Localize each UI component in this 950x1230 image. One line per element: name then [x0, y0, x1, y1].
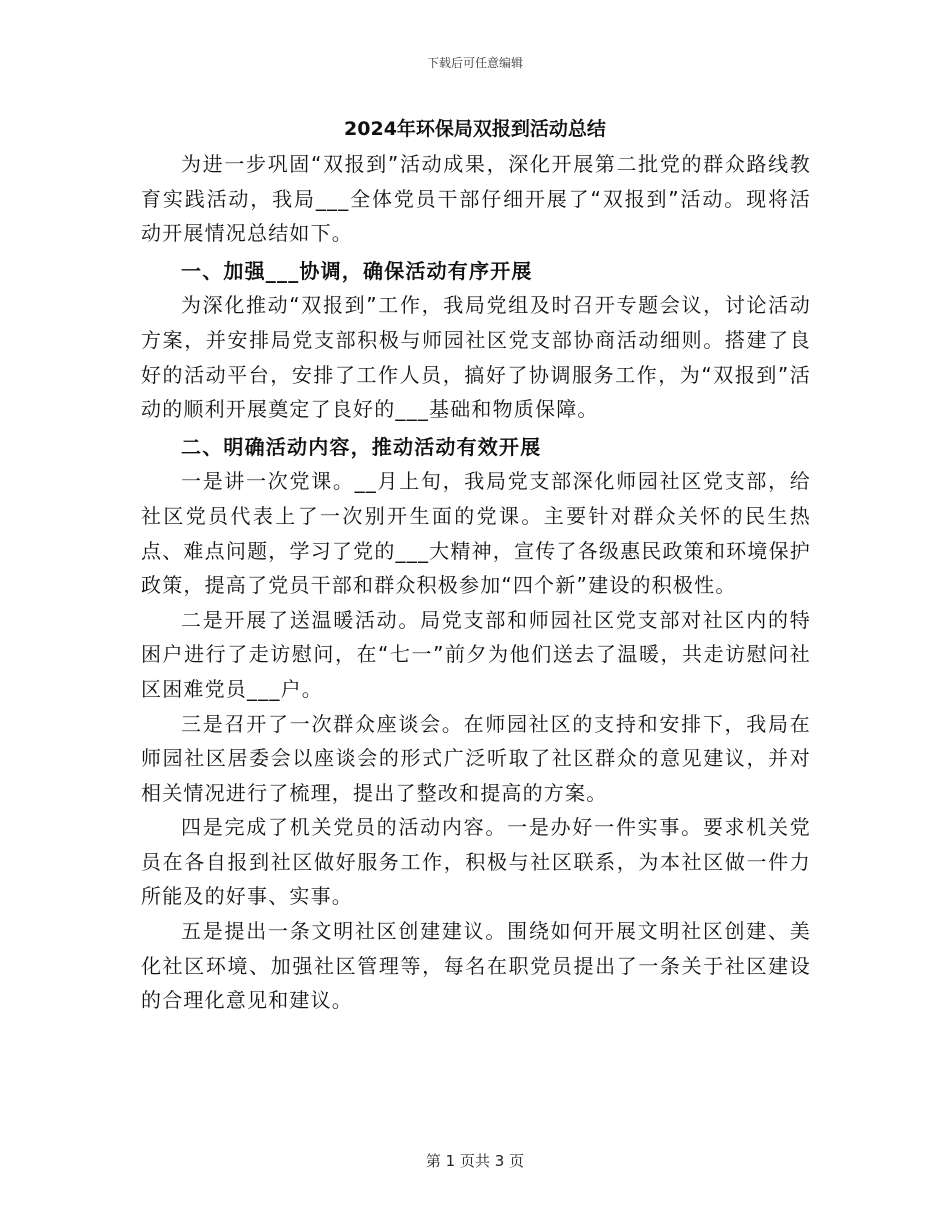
section-heading-2: 二、明确活动内容，推动活动有效开展 [181, 434, 542, 459]
paragraph-item-4: 四是完成了机关党员的活动内容。一是办好一件实事。要求机关党员在各自报到社区做好服务工作，积极与社区联系，为本社区做一件力所能及的好事、实事。 [141, 815, 811, 909]
paragraph-item-5: 五是提出一条文明社区创建建议。围绕如何开展文明社区创建、美化社区环境、加强社区管理等，每名在职党员提出了一条关于社区建设的合理化意见和建议。 [141, 919, 811, 1013]
paragraph-section-1: 为深化推动“双报到”工作，我局党组及时召开专题会议，讨论活动方案，并安排局党支部积极与师园社区党支部协商活动细则。搭建了良好的活动平台，安排了工作人员，搞好了协调服务工作，为“双报到”活动的顺利开展奠定了良好的___基础和物质保障。 [141, 293, 811, 422]
document-title: 2024年环保局双报到活动总结 [344, 118, 606, 140]
paragraph-item-2: 二是开展了送温暖活动。局党支部和师园社区党支部对社区内的特困户进行了走访慰问，在“七一”前夕为他们送去了温暖，共走访慰问社区困难党员___户。 [141, 607, 811, 701]
section-heading-1: 一、加强___协调，确保活动有序开展 [181, 258, 533, 283]
paragraph-intro: 为进一步巩固“双报到”活动成果，深化开展第二批党的群众路线教育实践活动，我局___全体党员干部仔细开展了“双报到”活动。现将活动开展情况总结如下。 [141, 152, 811, 246]
paragraph-item-1: 一是讲一次党课。__月上旬，我局党支部深化师园社区党支部，给社区党员代表上了一次别开生面的党课。主要针对群众关怀的民生热点、难点问题，学习了党的___大精神，宣传了各级惠民政策和环境保护政策，提高了党员干部和群众积极参加“四个新”建设的积极性。 [141, 469, 811, 598]
header-note: 下载后可任意编辑 [426, 56, 523, 70]
page-number: 第 1 页共 3 页 [425, 1152, 525, 1170]
paragraph-item-3: 三是召开了一次群众座谈会。在师园社区的支持和安排下，我局在师园社区居委会以座谈会的形式广泛听取了社区群众的意见建议，并对相关情况进行了梳理，提出了整改和提高的方案。 [141, 711, 811, 805]
document-body [141, 147, 811, 1018]
